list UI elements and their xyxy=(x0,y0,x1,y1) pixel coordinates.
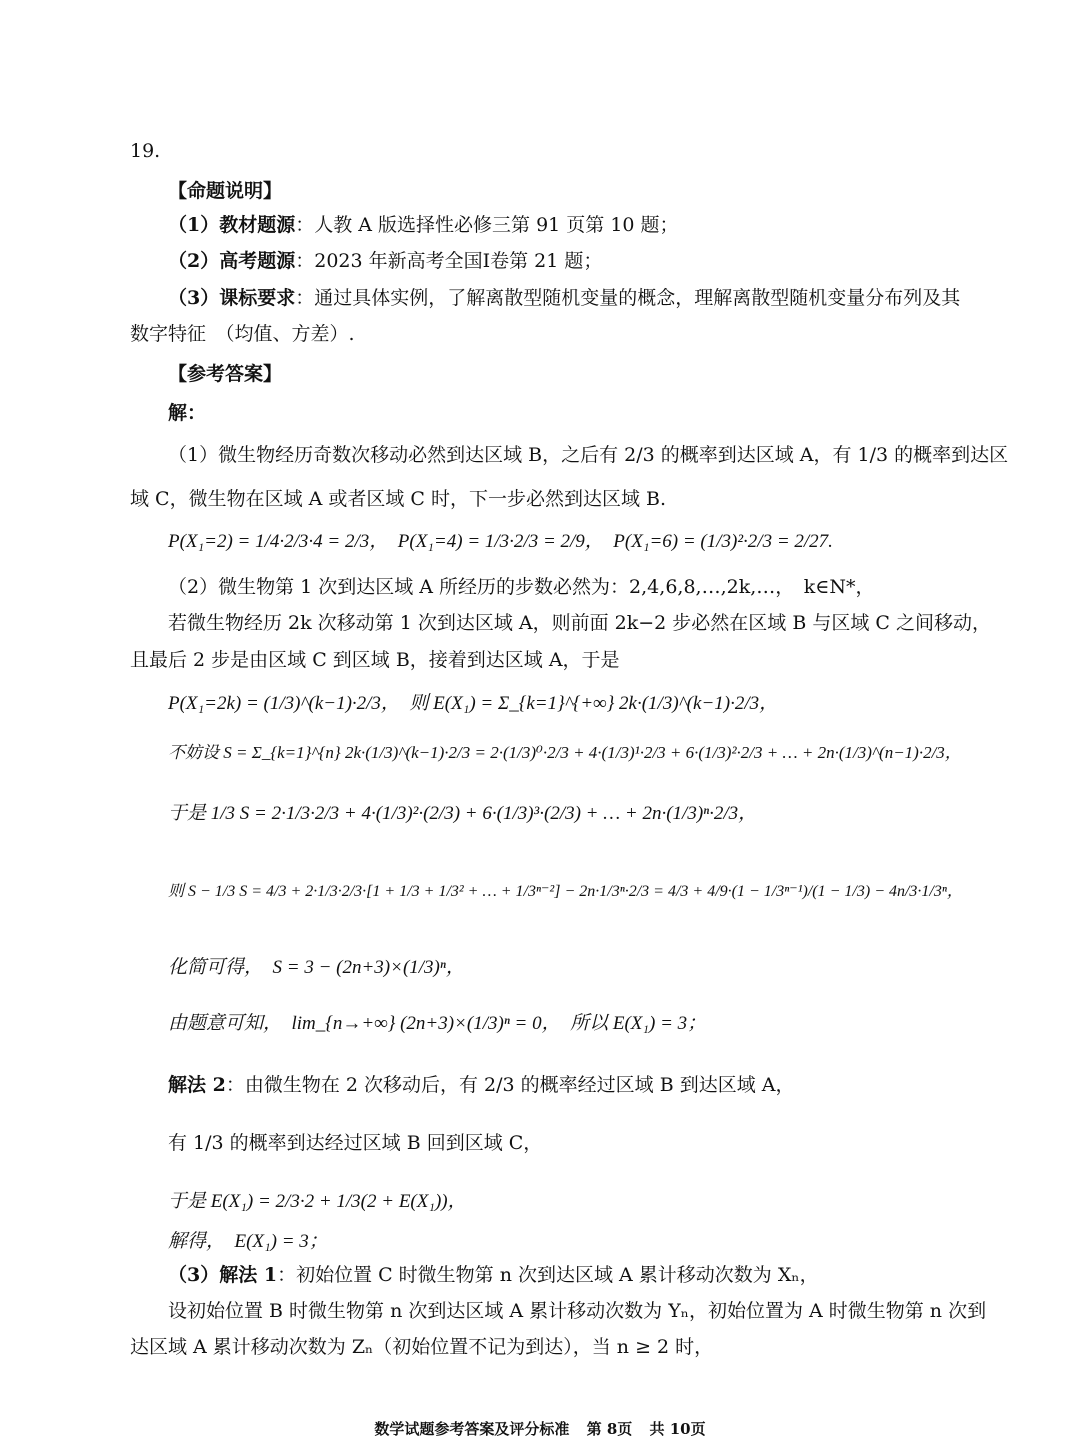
source-exam-text: ：2023 年新高考全国Ⅰ卷第 21 题； xyxy=(295,250,603,272)
part1-probabilities: P(X₁=2) = 1/4·2/3·4 = 2/3， P(X₁=4) = 1/3·2/3 = 2/9， P(X₁=6) = (1/3)²·2/3 = 2/27. xyxy=(168,531,833,552)
part3-line3: 达区域 A 累计移动次数为 Zₙ（初始位置不记为到达），当 n ≥ 2 时， xyxy=(130,1336,714,1358)
curriculum-text: ：通过具体实例，了解离散型随机变量的概念，理解离散型随机变量分布列及其 xyxy=(295,287,961,309)
footer-total: 共 10页 xyxy=(649,1420,706,1438)
curriculum xyxy=(168,283,961,310)
part2-eq-distribution: P(X₁=2k) = (1/3)^(k−1)·2/3， 则 E(X₁) = Σ_{k=1}^{+∞} 2k·(1/3)^(k−1)·2/3， xyxy=(168,693,779,714)
source-exam xyxy=(168,246,952,273)
page-footer xyxy=(0,1418,1080,1439)
method2-line4: 解得， E(X₁) = 3； xyxy=(168,1231,328,1252)
source-textbook-text: ：人教 A 版选择性必修三第 91 页第 10 题； xyxy=(295,214,679,236)
method2-line2: 有 1/3 的概率到达经过区域 B 回到区域 C， xyxy=(168,1132,543,1154)
part2-eq-third-sum: 于是 1/3 S = 2·1/3·2/3 + 4·(1/3)²·(2/3) + 6·(1/3)³·(2/3) + … + 2n·(1/3)ⁿ·2/3， xyxy=(168,803,758,824)
part3-line1 xyxy=(168,1260,952,1287)
method2-line3: 于是 E(X₁) = 2/3·2 + 1/3(2 + E(X₁))， xyxy=(168,1191,467,1212)
method2-label: 解法 2 xyxy=(168,1074,226,1096)
source-textbook xyxy=(168,210,952,237)
part2-line2: 若微生物经历 2k 次移动第 1 次到达区域 A，则前面 2k−2 步必然在区域 B 与区域 C 之间移动， xyxy=(168,612,991,634)
part2-eq-sum: 不妨设 S = Σ_{k=1}^{n} 2k·(1/3)^(k−1)·2/3 = 2·(1/3)⁰·2/3 + 4·(1/3)¹·2/3 + 6·(1/3)²·2/3 + … + 2n·(1/3)^(n−1)·2/3， xyxy=(168,743,962,762)
method2-line1 xyxy=(168,1070,952,1097)
curriculum-label: （3）课标要求 xyxy=(168,287,296,309)
source-exam-label: （2）高考题源 xyxy=(168,250,296,272)
part2-eq-simplified: 化简可得， S = 3 − (2n+3)×(1/3)ⁿ， xyxy=(168,957,465,978)
part2-line1: （2）微生物第 1 次到达区域 A 所经历的步数必然为：2,4,6,8,…,2k,…， k∈N*， xyxy=(168,576,875,598)
footer-page: 第 8页 xyxy=(586,1420,633,1438)
curriculum-cont: 数字特征 （均值、方差）. xyxy=(130,323,355,345)
footer-title: 数学试题参考答案及评分标准 xyxy=(374,1420,570,1438)
part3-label: （3）解法 1 xyxy=(168,1264,278,1286)
method2-text: ：由微生物在 2 次移动后，有 2/3 的概率经过区域 B 到达区域 A， xyxy=(225,1074,795,1096)
part2-eq-difference: 则 S − 1/3 S = 4/3 + 2·1/3·2/3·[1 + 1/3 + 1/3² + … + 1/3ⁿ⁻²] − 2n·1/3ⁿ·2/3 = 4/3 + 4/9·(1 − 1/3ⁿ⁻¹)/(1 − 1/3) − 4n/3·1/3ⁿ， xyxy=(168,883,963,900)
part3-text: ：初始位置 C 时微生物第 n 次到达区域 A 累计移动次数为 Xₙ， xyxy=(277,1264,819,1286)
section-answer: 【参考答案】 xyxy=(168,363,283,385)
section-proposition: 【命题说明】 xyxy=(168,180,283,202)
part1-line1: （1）微生物经历奇数次移动必然到达区域 B，之后有 2/3 的概率到达区域 A，有 1/3 的概率到达区 xyxy=(168,444,1009,466)
source-textbook-label: （1）教材题源 xyxy=(168,214,296,236)
solution-label: 解： xyxy=(168,402,207,424)
part2-line3: 且最后 2 步是由区域 C 到区域 B，接着到达区域 A，于是 xyxy=(130,649,620,671)
part1-line2: 域 C，微生物在区域 A 或者区域 C 时，下一步必然到达区域 B. xyxy=(130,488,667,510)
part3-line2: 设初始位置 B 时微生物第 n 次到达区域 A 累计移动次数为 Yₙ，初始位置为 A 时微生物第 n 次到 xyxy=(168,1300,987,1322)
problem-number: 19. xyxy=(130,140,161,162)
part2-eq-limit: 由题意可知， lim_{n→+∞} (2n+3)×(1/3)ⁿ = 0， 所以 E(X₁) = 3； xyxy=(168,1013,707,1034)
